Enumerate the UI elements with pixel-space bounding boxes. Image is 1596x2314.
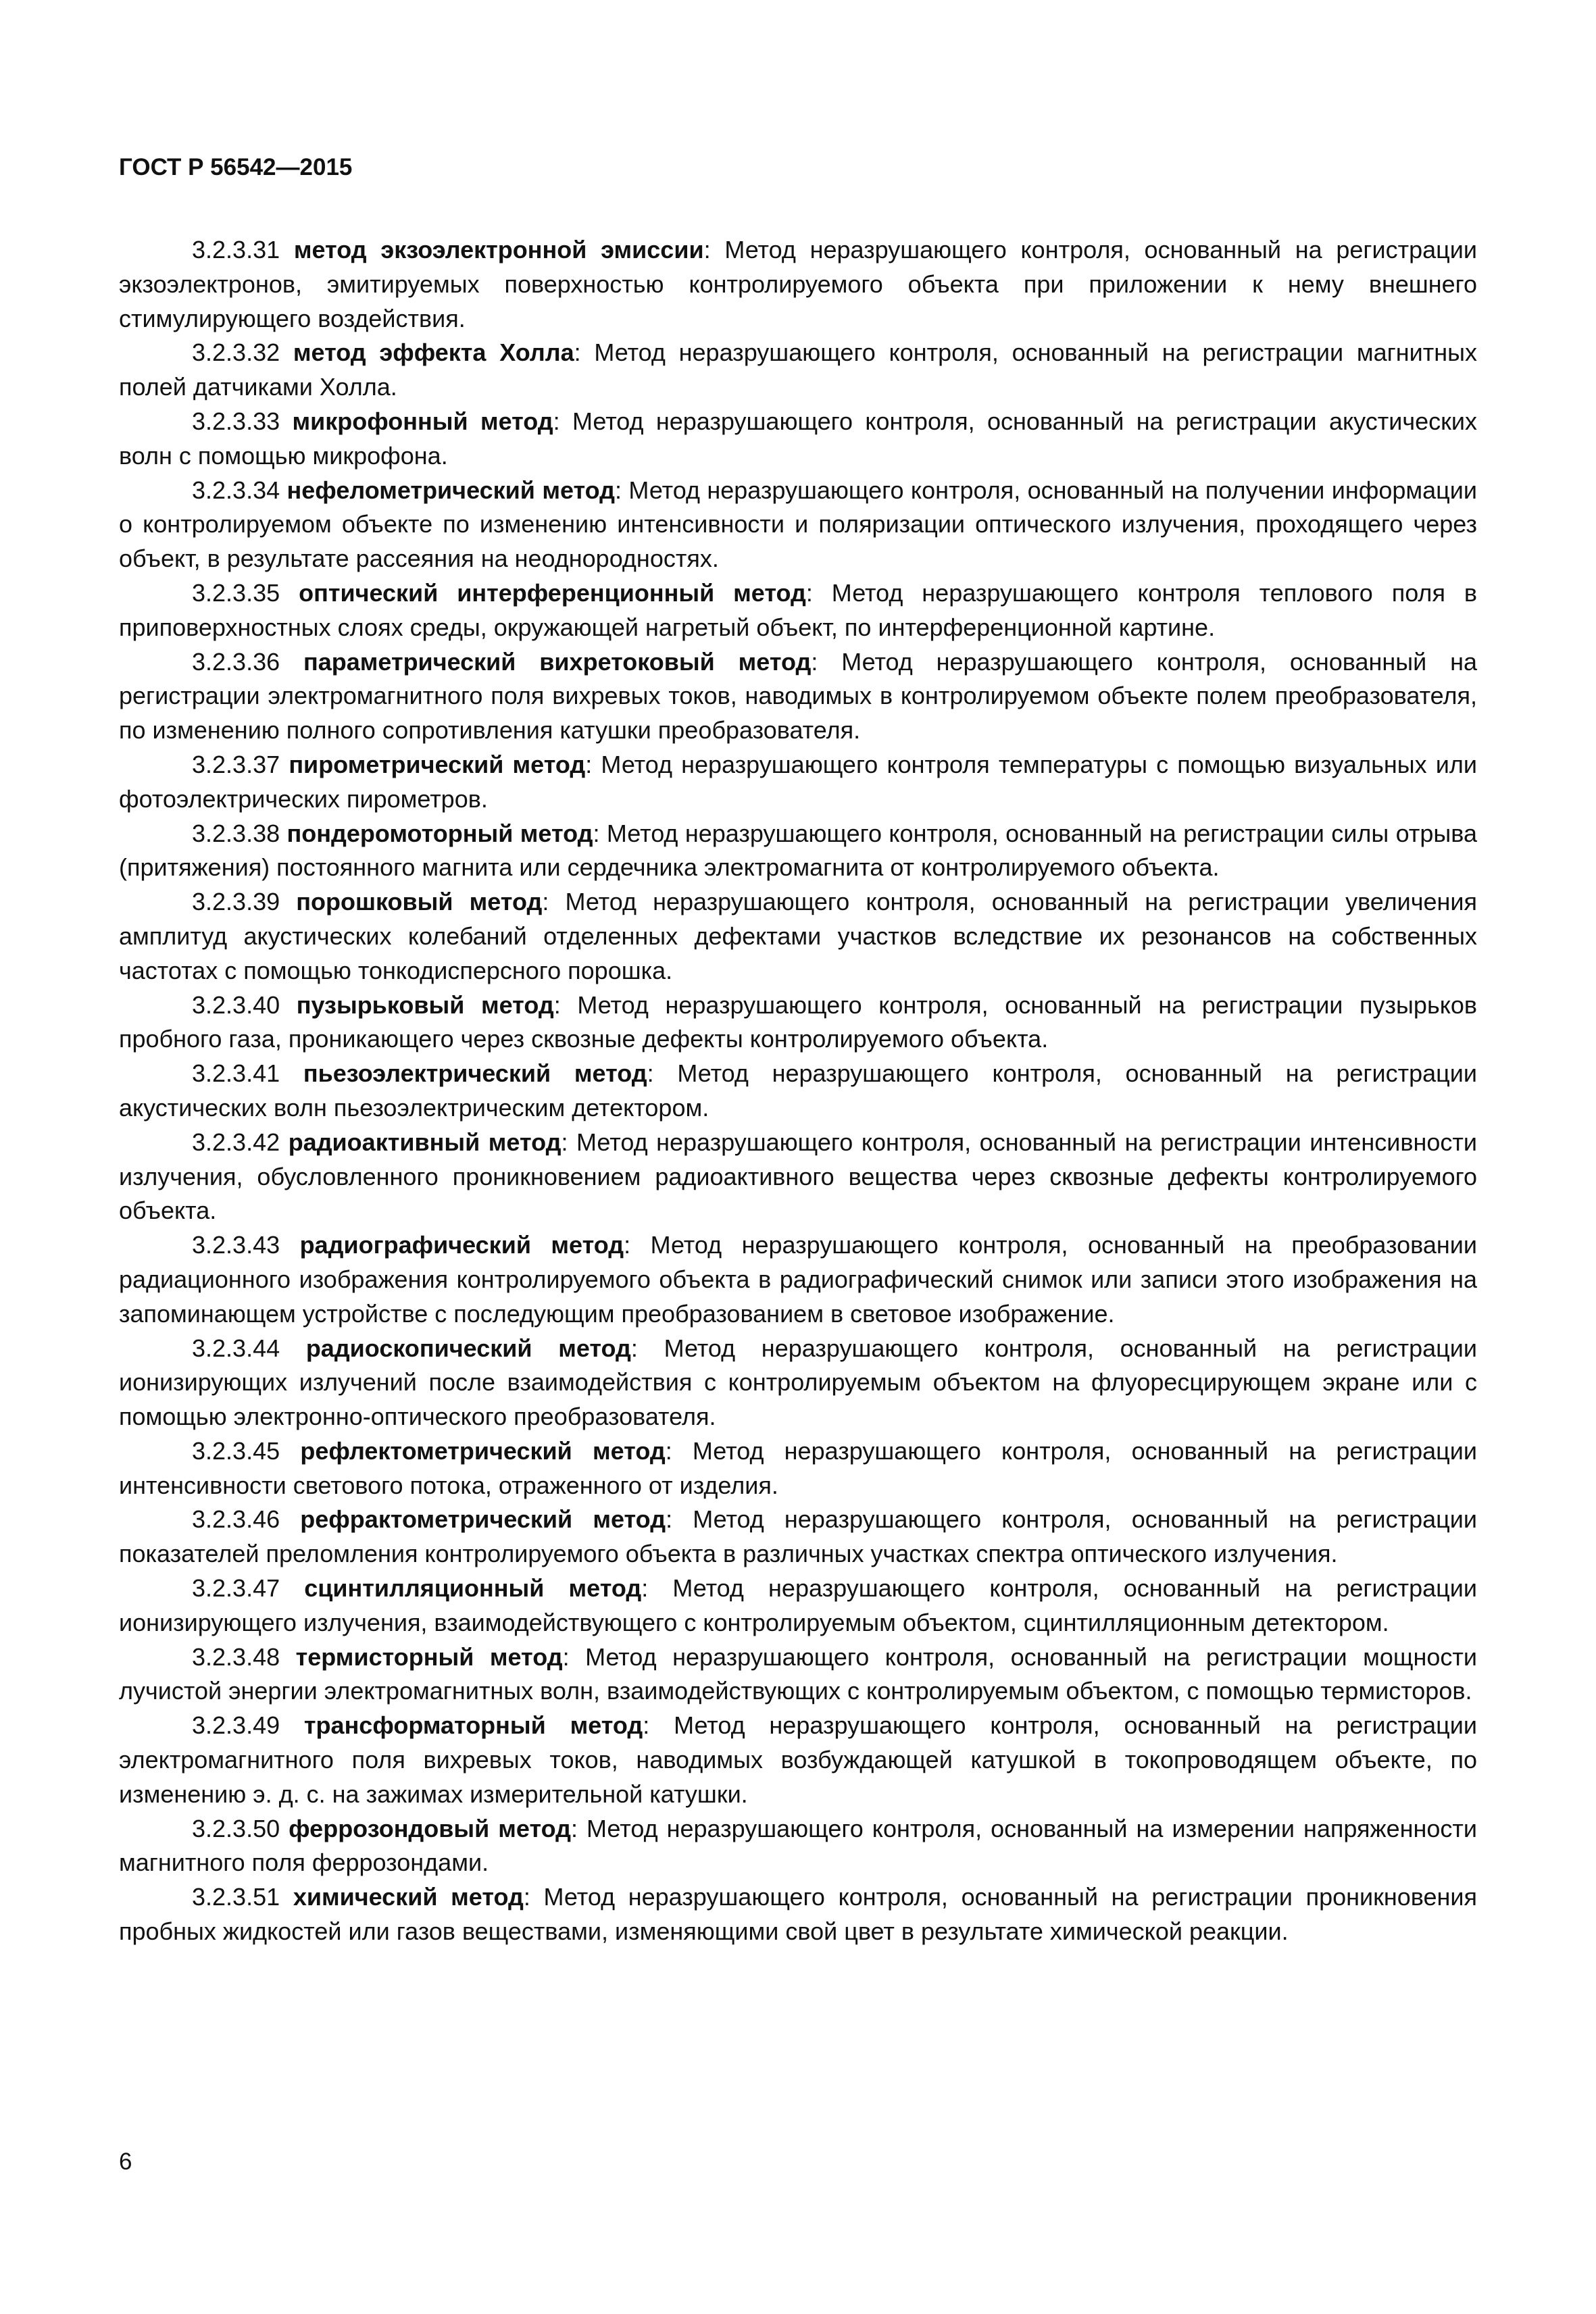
term-entry: [119, 1434, 1477, 1503]
term-entry: [119, 1640, 1477, 1709]
term-name: рефлектометрический метод: [300, 1436, 666, 1465]
term-entry: [119, 474, 1477, 576]
term-name: термисторный метод: [295, 1642, 563, 1671]
term-name: феррозондовый метод: [289, 1814, 572, 1842]
terms-list: [119, 233, 1477, 1949]
term-definition: : Метод неразрушающего контроля, основанный на регистрации показателей преломления контролируемого объекта в различных участках спектра оптического излучения.: [119, 1505, 1478, 1568]
term-name: пузырьковый метод: [296, 990, 554, 1019]
term-number: 3.2.3.44: [192, 1334, 280, 1362]
term-entry: [119, 1332, 1477, 1434]
term-name: сцинтилляционный метод: [304, 1574, 642, 1603]
term-name: радиографический метод: [299, 1231, 624, 1259]
term-name: трансформаторный метод: [303, 1711, 643, 1740]
term-number: 3.2.3.49: [192, 1711, 280, 1740]
term-number: 3.2.3.47: [192, 1574, 280, 1603]
term-number: 3.2.3.43: [192, 1231, 280, 1259]
term-entry: [119, 817, 1477, 886]
term-number: 3.2.3.45: [192, 1436, 280, 1465]
term-entry: [119, 1709, 1477, 1811]
term-entry: [119, 645, 1477, 748]
term-number: 3.2.3.51: [192, 1883, 280, 1911]
term-number: 3.2.3.34: [192, 476, 280, 504]
term-definition: : Метод неразрушающего контроля, основанный на регистрации интенсивности излучения, обусловленного проникновением радиоактивного вещества через сквозные дефекты контролируемого объекта.: [119, 1128, 1477, 1225]
term-definition: : Метод неразрушающего контроля, основанный на регистрации электромагнитного поля вихревых токов, наводимых возбуждающей катушкой в токопроводящем объекте, по изменению э. д. с. на зажимах измерительной катушки.: [119, 1711, 1478, 1808]
term-definition: : Метод неразрушающего контроля, основанный на регистрации электромагнитного поля вихревых токов, наводимых в контролируемом объекте полем преобразователя, по изменению полного сопротивления катушки преобразователя.: [119, 647, 1477, 745]
term-entry: [119, 233, 1477, 336]
term-entry: [119, 1057, 1477, 1126]
term-entry: [119, 576, 1477, 645]
term-name: пондеромоторный метод: [286, 819, 593, 847]
term-name: метод эффекта Холла: [293, 338, 574, 367]
term-number: 3.2.3.33: [192, 407, 280, 435]
term-entry: [119, 336, 1477, 405]
term-name: рефрактометрический метод: [300, 1505, 666, 1534]
term-definition: : Метод неразрушающего контроля, основанный на регистрации силы отрыва (притяжения) постоянного магнита или сердечника электромагнита от контролируемого объекта.: [119, 819, 1477, 882]
term-number: 3.2.3.38: [192, 819, 280, 847]
term-name: химический метод: [293, 1883, 524, 1911]
term-name: пьезоэлектрический метод: [303, 1059, 647, 1088]
term-entry: [119, 1228, 1477, 1331]
term-definition: : Метод неразрушающего контроля, основанный на регистрации ионизирующих излучений после взаимодействия с контролируемым объектом на флуоресцирующем экране или с помощью электронно-оптического преобразователя.: [119, 1334, 1477, 1431]
term-definition: : Метод неразрушающего контроля температуры с помощью визуальных или фотоэлектрических пирометров.: [119, 750, 1477, 813]
term-number: 3.2.3.42: [192, 1128, 280, 1156]
term-number: 3.2.3.37: [192, 750, 280, 778]
term-number: 3.2.3.46: [192, 1505, 280, 1534]
term-name: пирометрический метод: [289, 750, 586, 778]
term-definition: : Метод неразрушающего контроля, основанный на регистрации экзоэлектронов, эмитируемых поверхностью контролируемого объекта при приложении к нему внешнего стимулирующего воздействия.: [119, 236, 1478, 332]
term-definition: : Метод неразрушающего контроля, основанный на регистрации интенсивности светового потока, отраженного от изделия.: [119, 1436, 1477, 1499]
term-definition: : Метод неразрушающего контроля, основанный на регистрации акустических волн пьезоэлектрическим детектором.: [119, 1059, 1477, 1122]
term-number: 3.2.3.50: [192, 1814, 280, 1842]
term-entry: [119, 988, 1477, 1057]
term-entry: [119, 1571, 1477, 1640]
term-definition: : Метод неразрушающего контроля, основанный на регистрации ионизирующего излучения, взаимодействующего с контролируемым объектом, сцинтилляционным детектором.: [119, 1574, 1477, 1636]
term-name: параметрический вихретоковый метод: [303, 647, 812, 676]
term-entry: [119, 1126, 1477, 1228]
term-number: 3.2.3.41: [192, 1059, 280, 1088]
term-number: 3.2.3.40: [192, 990, 280, 1019]
term-entry: [119, 1812, 1477, 1881]
term-entry: [119, 1503, 1477, 1571]
term-definition: : Метод неразрушающего контроля, основанный на регистрации пузырьков пробного газа, проникающего через сквозные дефекты контролируемого объекта.: [119, 990, 1477, 1053]
term-definition: : Метод неразрушающего контроля теплового поля в приповерхностных слоях среды, окружающей нагретый объект, по интерференционной картине.: [119, 578, 1478, 641]
term-name: оптический интерференционный метод: [299, 578, 806, 607]
term-name: нефелометрический метод: [286, 476, 616, 504]
term-definition: : Метод неразрушающего контроля, основанный на регистрации мощности лучистой энергии электромагнитных волн, взаимодействующих с контролируемым объектом, с помощью термисторов.: [119, 1642, 1477, 1705]
term-number: 3.2.3.32: [192, 338, 280, 367]
term-definition: : Метод неразрушающего контроля, основанный на преобразовании радиационного изображения контролируемого объекта в радиографический снимок или записи этого изображения на запоминающем устройстве с последующим преобразованием в световое изображение.: [119, 1231, 1477, 1328]
term-number: 3.2.3.36: [192, 647, 280, 676]
term-name: порошковый метод: [296, 888, 543, 916]
page-header: ГОСТ Р 56542—2015: [119, 154, 353, 180]
term-number: 3.2.3.35: [192, 578, 280, 607]
term-definition: : Метод неразрушающего контроля, основанный на регистрации акустических волн с помощью микрофона.: [119, 407, 1477, 470]
term-name: микрофонный метод: [292, 407, 553, 435]
term-definition: : Метод неразрушающего контроля, основанный на регистрации увеличения амплитуд акустических колебаний отделенных дефектами участков вследствие их резонансов на собственных частотах с помощью тонкодисперсного порошка.: [119, 888, 1477, 984]
term-number: 3.2.3.48: [192, 1642, 280, 1671]
term-name: радиоскопический метод: [305, 1334, 631, 1362]
term-number: 3.2.3.31: [192, 236, 280, 263]
term-definition: : Метод неразрушающего контроля, основанный на измерении напряженности магнитного поля феррозондами.: [119, 1814, 1478, 1877]
term-name: радиоактивный метод: [288, 1128, 562, 1156]
term-entry: [119, 885, 1477, 988]
term-name: метод экзоэлектронной эмиссии: [293, 236, 704, 263]
term-definition: : Метод неразрушающего контроля, основанный на регистрации магнитных полей датчиками Холла.: [119, 338, 1477, 401]
term-entry: [119, 748, 1477, 817]
term-definition: : Метод неразрушающего контроля, основанный на регистрации проникновения пробных жидкостей или газов веществами, изменяющими свой цвет в результате химической реакции.: [119, 1883, 1477, 1946]
term-entry: [119, 405, 1477, 474]
page-number: 6: [119, 2148, 132, 2175]
term-number: 3.2.3.39: [192, 888, 280, 916]
term-entry: [119, 1880, 1477, 1949]
term-definition: : Метод неразрушающего контроля, основанный на получении информации о контролируемом объекте по изменению интенсивности и поляризации оптического излучения, проходящего через объект, в результате рассеяния на неоднородностях.: [119, 476, 1477, 573]
